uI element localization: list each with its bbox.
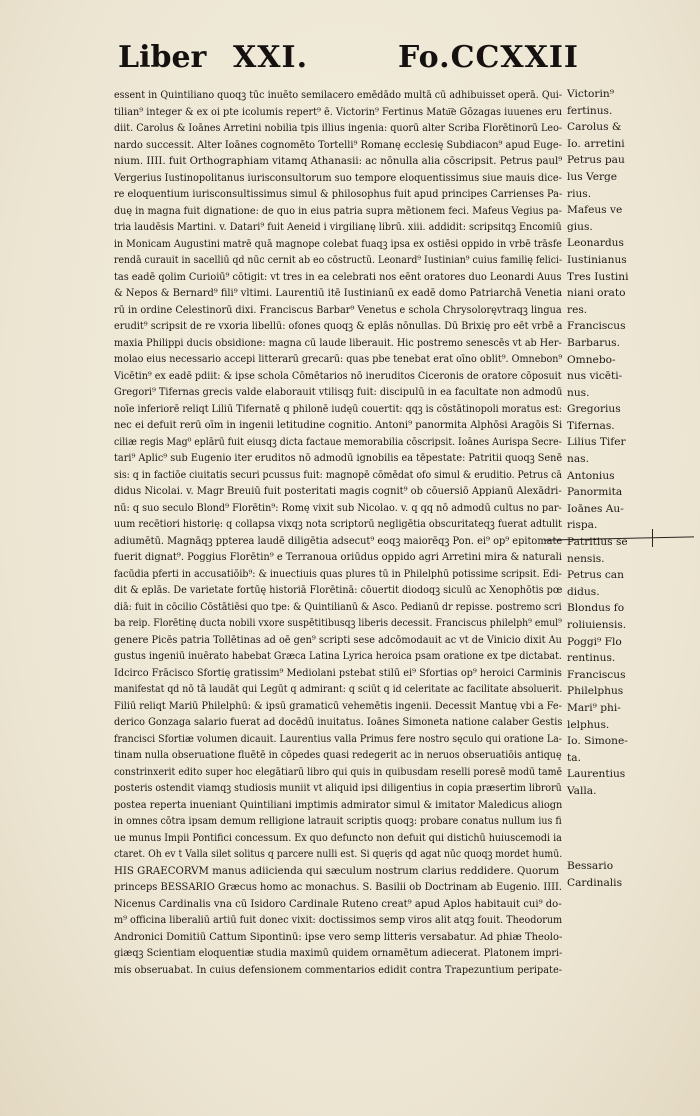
margin-note: Valla. xyxy=(567,784,597,797)
text-line: tria laudēsis Martini. v. Datari⁹ fuit Aeneid i virgilianę librū. xiii. addidit: scripsitqꝫ Encomiū xyxy=(114,222,562,233)
main-text-column xyxy=(114,88,562,979)
text-line: in omnes cōtra ipsam demum relligione latrauit scriptis quoqꝫ: probare conatus nullum ius fi xyxy=(114,816,562,827)
page-header xyxy=(118,40,588,84)
text-line: tilian⁹ integer & ex oi pte icolumis repert⁹ ē. Victorin⁹ Fertinus Matu͞e Gōzagas iuuenes eru xyxy=(114,106,563,118)
margin-note: nas. xyxy=(567,453,589,466)
text-line: Filiū reliqt Mariū Philelphū: & ipsū gramaticū vehemētis ingenii. Decessit Mantuę vbi a Fe- xyxy=(114,700,562,712)
margin-note: nensis. xyxy=(567,552,605,565)
text-line: tas eadē qolim Curioiū⁹ cōtigit: vt tres in ea celebrati nos eēnt oratores duo Leonardi Auus xyxy=(114,271,562,283)
text-line: sis: q in factiōe ciuitatis securi pcussus fuit: magnopē cōmēdat ofo simul & eruditio. Petrus cā xyxy=(114,469,562,481)
text-line: nec ei defuit rerū oīm in ingenii letitudine cognitio. Antoni⁹ panormita Alphōsi Aragōis Si xyxy=(114,420,562,431)
text-line: genere Picēs patria Tollētinas ad oē gen⁹ scripti sese adcōmodauit ac vt de Vinicio dixit Au xyxy=(114,634,562,646)
margin-note: Mafeus ve xyxy=(567,204,623,217)
text-line: tinam nulla obseruatione fluētē in cōpedes quasi redegerit ac in neruos obseruatiōis antiquę xyxy=(114,750,562,761)
margin-note: gius. xyxy=(567,220,593,233)
text-line: rendā curauit in sacelliū qd nūc cernit ab eo cōstructū. Leonard⁹ Iustinian⁹ cuius familię felici- xyxy=(114,255,563,266)
margin-note: Leonardus xyxy=(567,237,624,250)
text-line: molao eius necessario accepi litterarū grecarū: quas pbe tenebat erat oīno oblit⁹. Omnebon⁹ xyxy=(114,354,562,365)
text-line: constrinxerit edito super hoc elegātiarū libro qui quis in quibusdam reselli poresē modū tamē xyxy=(114,766,562,778)
text-line: facūdia pferti in accusatiōib⁹: & inuectiuis quas plures tū in Philelphū potissime scripsit. Edi- xyxy=(114,568,562,580)
margin-note: lelphus. xyxy=(567,718,610,731)
margin-note: niani orato xyxy=(567,287,626,300)
margin-note: res. xyxy=(567,303,588,316)
text-line: HIS GRAECORVM manus adiicienda qui sæculum nostrum clarius reddidere. Quorum xyxy=(114,865,560,877)
margin-note: fertinus. xyxy=(567,104,613,117)
text-line: princeps BESSARIO Græcus homo ac monachus. S. Basilii ob Doctrinam ab Eugenio. IIII. xyxy=(114,882,563,893)
margin-note: Gregorius xyxy=(567,403,621,416)
margin-note: Mari⁹ phi- xyxy=(567,701,621,714)
text-line: rū in ordine Celestinorū dixi. Franciscus Barbar⁹ Venetus e schola Chrysoloręvtraqꝫ lingua xyxy=(114,304,562,316)
running-head-liber: Liber xyxy=(118,40,207,75)
margin-note: nus vicēti- xyxy=(567,370,623,383)
margin-note: Tres Iustini xyxy=(567,270,629,283)
text-line: uum recētiori historię: q collapsa vixqꝫ nota scriptorū negligētia obscuritateqꝫ fuerat adtulit xyxy=(114,519,562,530)
margin-note: Philelphus xyxy=(567,685,624,698)
text-line: Vicētin⁹ ex eadē pdiit: & ipse schola Cōmētarios nō ineruditos Ciceronis de oratore cōposuit xyxy=(114,370,562,382)
margin-note: Panormita xyxy=(567,486,623,499)
text-line: maxia Philippi ducis obsidione: magna cū laude liberauit. Hic postremo senescēs vt ab Her- xyxy=(114,337,562,349)
margin-note: Victorin⁹ xyxy=(567,88,614,100)
margin-note: Omnebo- xyxy=(567,353,616,366)
text-line: noīe inferiorē reliqt Liliū Tifernatē q philonē iudęū couertit: qqꝫ is cōstātinopoli moratus est: xyxy=(114,403,562,415)
margin-note: Patritius se xyxy=(567,536,628,549)
margin-note: Ioānes Au- xyxy=(567,502,624,515)
margin-note: Io. arretini xyxy=(567,137,625,150)
text-line: giæqꝫ Scientiam eloquentiæ studia maximū quidem ornamētum adiecerat. Platonem impri- xyxy=(114,948,563,959)
text-line: nium. IIII. fuit Orthographiam vitamq Athanasii: ac nōnulla alia cōscripsit. Petrus paul⁹ xyxy=(114,156,563,167)
margin-note: rius. xyxy=(567,187,592,200)
text-line: fuerit dignat⁹. Poggius Florētin⁹ e Terranoua oriūdus oppido agri Arretini mira & naturali xyxy=(114,552,562,563)
text-line: gustus ingeniū inuērato habebat Græca Latina Lyrica heroica psam oratione ex tpe dictabat. xyxy=(114,651,562,662)
margin-note: Iustinianus xyxy=(567,253,627,266)
text-line: posteris ostendit viamqꝫ studiosis muniit vt aliquid ipsi diligentius in copia præsertim librorū xyxy=(114,783,562,794)
text-line: diit. Carolus & Ioānes Arretini nobilia tpis illius ingenia: quorū alter Scriba Florētinorū Leo- xyxy=(114,123,563,134)
text-line: duę in magna fuit dignatione: de quo in eius patria supra mētionem feci. Mafeus Vegius pa- xyxy=(114,205,562,217)
margin-note: lus Verge xyxy=(567,170,618,183)
text-line: postea reperta inueniant Quintiliani imptimis admirator simul & imitator Maledicus aliogn xyxy=(114,799,563,811)
margin-note: Lilius Tifer xyxy=(567,436,626,449)
margin-note: rispa. xyxy=(567,519,598,532)
text-line: ba reip. Florētinę ducta nobili vxore suspētitibusqꝫ liberis decessit. Franciscus philelph⁹ emul⁹ xyxy=(114,618,562,629)
margin-note: Tifernas. xyxy=(567,419,615,432)
margin-note: didus. xyxy=(567,585,600,598)
text-line: nardo successit. Alter Ioānes cognomēto Tortelli⁹ Romanę ecclesię Subdiacon⁹ apud Euge- xyxy=(114,139,562,151)
text-line: didus Nicolai. v. Magr Breuiū fuit posteritati magis cognit⁹ ob cōuersiō Appianū Alexādri- xyxy=(114,486,562,497)
text-line: francisci Sfortiæ volumen dicauit. Laurentius valla Primus fere nostro sęculo qui oratione La- xyxy=(114,733,562,745)
text-line: ctaret. Oh ev t Valla silet solitus q parcere nulli est. Si quęris qd agat nūc quoqꝫ mordet humū. xyxy=(114,849,563,860)
text-line: & Nepos & Bernard⁹ fili⁹ vltimi. Laurentiū itē Iustinianū ex eadē domo Patriarchā Venetia xyxy=(114,288,562,299)
text-line: manifestat qd nō tā laudāt qui Legūt q admirant: q sciūt q id celeritate ac facilitate absoluerit. xyxy=(114,684,562,695)
text-line: Idcirco Frācisco Sfortię gratissim⁹ Mediolani pstebat stilū ei⁹ Sfortias op⁹ heroici Carminis xyxy=(114,667,562,679)
margin-note: Petrus can xyxy=(567,569,624,582)
text-line: derico Gonzaga salario fuerat ad docēdū inuitatus. Ioānes Simoneta natione calaber Gestis xyxy=(114,717,563,728)
text-line: ue munus Impii Pontifici concessum. Ex quo defuncto non defuit qui distichū huiuscemodi ia xyxy=(114,832,562,844)
margin-notes xyxy=(567,86,651,800)
text-line: in Monicam Augustini matrē quā magnope colebat fuaqꝫ ipsa ex ostiēsi oppido in vrbē trāsfe xyxy=(114,238,562,250)
text-line: tari⁹ Aplic⁹ sub Eugenio iter eruditos nō admodū ignobilis ea tēpestate: Patritii quoqꝫ Senē xyxy=(114,453,563,464)
text-line: diā: fuit in cōcilio Cōstātiēsi quo tpe: & Quintilianū & Asco. Pedianū dr repisse. postremo scri xyxy=(114,601,562,613)
text-line: dit & eplās. De varietate fortūę historiā Florētinā: cōuertit diodoqꝫ siculū ac Xenophōtis pœ xyxy=(114,585,563,596)
margin-note: Io. Simone- xyxy=(567,735,628,748)
text-line: mis obseruabat. In cuius defensionem commentarios edidit contra Trapezuntium peripate- xyxy=(114,964,563,976)
text-line: Andronici Domitiū Cattum Sipontinū: ipse vero semp litteris versabatur. Ad phiæ Theolo- xyxy=(114,931,562,943)
folio-number: Fo.CCXXII xyxy=(398,40,579,75)
text-line: essent in Quintiliano quoqꝫ tūc inuēto semilacero emēdādo multā cū adhibuisset operā. Qui- xyxy=(114,90,562,101)
text-line: m⁹ officina liberaliū artiū fuit donec vixit: doctissimos semp viros alit atqꝫ fouit. Theodorum xyxy=(114,915,562,926)
text-line: Gregori⁹ Tifernas grecis valde elaborauit vtilisqꝫ fuit: discipulū in ea facultate non admodū xyxy=(114,387,563,398)
text-line: ciliæ regis Mag⁰ eplārū fuit eiusqꝫ dicta factaue memorabilia cōscripsit. Ioānes Aurispa Secre- xyxy=(114,436,562,448)
margin-note: Petrus pau xyxy=(567,154,625,167)
margin-note: Franciscus xyxy=(567,668,626,681)
margin-note: Blondus fo xyxy=(567,602,625,615)
margin-note: Poggi⁹ Flo xyxy=(567,635,622,648)
margin-note: ta. xyxy=(567,751,581,764)
text-line: nū: q suo seculo Blond⁹ Florētin⁹: Romę vixit sub Nicolao. v. q qq nō admodū cultus no par- xyxy=(114,502,562,514)
text-line: Vergerius Iustinopolitanus iurisconsultorum suo tempore eloquentissimus siue mauis dice- xyxy=(114,172,562,184)
margin-note: Barbarus. xyxy=(567,336,620,349)
margin-note: nus. xyxy=(567,386,590,399)
text-line: re eloquentium iurisconsultissimus simul & philosophus fuit apud principes Carrienses Pa- xyxy=(114,189,562,200)
text-line: Nicenus Cardinalis vna cū Isidoro Cardinale Ruteno creat⁹ apud Aplos habitauit cui⁹ do- xyxy=(114,898,562,910)
text-line: erudit⁹ scripsit de re vxoria libellū: ofones quoqꝫ & eplās nōnullas. Dū Brixię pro eēt vrbē a xyxy=(114,321,563,332)
margin-note: Antonius xyxy=(567,469,615,482)
margin-note: Carolus & xyxy=(567,121,622,134)
margin-note: roliuiensis. xyxy=(567,619,627,631)
margin-note: Bessario xyxy=(567,860,614,872)
text-line: adiumētū. Magnāqꝫ ppterea laudē diligētia adsecut⁹ eoqꝫ maiorēqꝫ Pon. ei⁹ op⁹ epitomate xyxy=(114,535,563,547)
margin-note: rentinus. xyxy=(567,652,616,665)
margin-notes-bessario xyxy=(567,858,651,891)
book-number: XXI. xyxy=(233,40,309,75)
margin-note: Franciscus xyxy=(567,320,626,333)
margin-note: Cardinalis xyxy=(567,876,623,889)
handwritten-tick-mark xyxy=(652,529,653,547)
margin-note: Laurentius xyxy=(567,768,626,781)
